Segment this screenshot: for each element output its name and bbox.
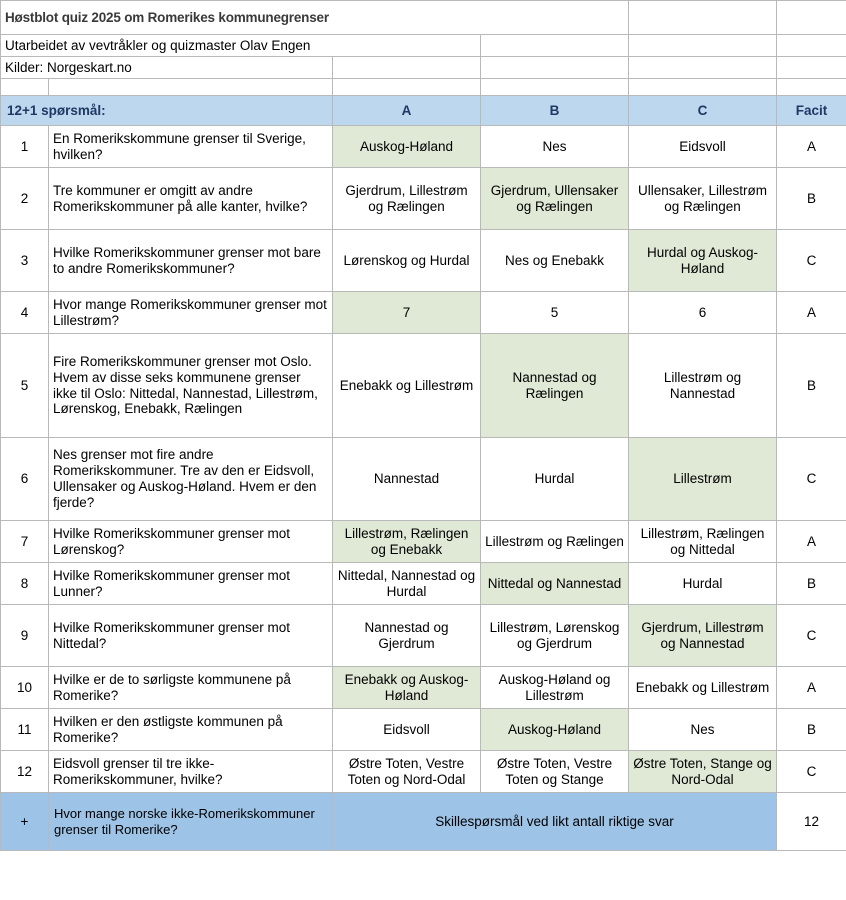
option-a[interactable]: Auskog-Høland: [333, 126, 481, 168]
title-filler-1: [629, 1, 777, 35]
row-number: 8: [1, 563, 49, 605]
subtitle-author: Utarbeidet av vevtråkler og quizmaster Olav Engen: [1, 35, 481, 57]
question-text: Hvilke er de to sørligste kommunene på Romerike?: [49, 667, 333, 709]
option-a[interactable]: Lørenskog og Hurdal: [333, 230, 481, 292]
option-a[interactable]: Nannestad og Gjerdrum: [333, 605, 481, 667]
page-title: Høstblot quiz 2025 om Romerikes kommunegrenser: [1, 1, 629, 35]
table-row: [1, 667, 846, 709]
option-c[interactable]: Eidsvoll: [629, 126, 777, 168]
question-text: Hvilke Romerikskommuner grenser mot bare to andre Romerikskommuner?: [49, 230, 333, 292]
question-text: Eidsvoll grenser til tre ikke-Romerikskommuner, hvilke?: [49, 751, 333, 793]
table-row: [1, 334, 846, 438]
title-filler-2: [777, 1, 846, 35]
question-text: Hvilke Romerikskommuner grenser mot Nittedal?: [49, 605, 333, 667]
subtitle2-filler-3: [629, 57, 777, 79]
option-c[interactable]: Nes: [629, 709, 777, 751]
facit-value: C: [777, 605, 846, 667]
facit-value: B: [777, 334, 846, 438]
subtitle1-filler-3: [777, 35, 846, 57]
option-a[interactable]: Østre Toten, Vestre Toten og Nord-Odal: [333, 751, 481, 793]
row-number: 3: [1, 230, 49, 292]
option-a[interactable]: Eidsvoll: [333, 709, 481, 751]
option-a[interactable]: Enebakk og Auskog-Høland: [333, 667, 481, 709]
spacer-cell-5: [629, 79, 777, 96]
table-row: [1, 438, 846, 521]
question-text: Hvilke Romerikskommuner grenser mot Lunner?: [49, 563, 333, 605]
facit-value: C: [777, 438, 846, 521]
tiebreak-question: Hvor mange norske ikke-Romerikskommuner grenser til Romerike?: [49, 793, 333, 851]
tiebreak-number: +: [1, 793, 49, 851]
question-text: Fire Romerikskommuner grenser mot Oslo. Hvem av disse seks kommunene grenser ikke til Oslo: Nittedal, Nannestad, Lillestrøm, Lørenskog, Enebakk, Rælingen: [49, 334, 333, 438]
header-question-count: 12+1 spørsmål:: [1, 96, 333, 126]
table-row: [1, 605, 846, 667]
table-row: [1, 292, 846, 334]
header-col-b: B: [481, 96, 629, 126]
option-b[interactable]: Østre Toten, Vestre Toten og Stange: [481, 751, 629, 793]
option-c[interactable]: Hurdal og Auskog-Høland: [629, 230, 777, 292]
spacer-cell-4: [481, 79, 629, 96]
spacer-cell-6: [777, 79, 846, 96]
row-number: 4: [1, 292, 49, 334]
option-b[interactable]: Lillestrøm og Rælingen: [481, 521, 629, 563]
question-text: En Romerikskommune grenser til Sverige, hvilken?: [49, 126, 333, 168]
option-c[interactable]: Ullensaker, Lillestrøm og Rælingen: [629, 168, 777, 230]
header-col-a: A: [333, 96, 481, 126]
row-number: 11: [1, 709, 49, 751]
tiebreak-row: [1, 793, 846, 851]
table-row: [1, 230, 846, 292]
option-b[interactable]: 5: [481, 292, 629, 334]
table-row: [1, 126, 846, 168]
option-c[interactable]: Østre Toten, Stange og Nord-Odal: [629, 751, 777, 793]
question-text: Tre kommuner er omgitt av andre Romerikskommuner på alle kanter, hvilke?: [49, 168, 333, 230]
subtitle-sources: Kilder: Norgeskart.no: [1, 57, 333, 79]
option-b[interactable]: Auskog-Høland: [481, 709, 629, 751]
row-number: 6: [1, 438, 49, 521]
spacer-cell-3: [333, 79, 481, 96]
option-a[interactable]: Lillestrøm, Rælingen og Enebakk: [333, 521, 481, 563]
subtitle2-filler-1: [333, 57, 481, 79]
table-row: [1, 751, 846, 793]
option-c[interactable]: Gjerdrum, Lillestrøm og Nannestad: [629, 605, 777, 667]
option-c[interactable]: Enebakk og Lillestrøm: [629, 667, 777, 709]
option-c[interactable]: Lillestrøm og Nannestad: [629, 334, 777, 438]
option-b[interactable]: Nittedal og Nannestad: [481, 563, 629, 605]
tiebreak-answer: 12: [777, 793, 846, 851]
option-b[interactable]: Hurdal: [481, 438, 629, 521]
facit-value: A: [777, 126, 846, 168]
subtitle-row-1: [1, 35, 846, 57]
title-row: [1, 1, 846, 35]
option-c[interactable]: Hurdal: [629, 563, 777, 605]
option-a[interactable]: Enebakk og Lillestrøm: [333, 334, 481, 438]
row-number: 9: [1, 605, 49, 667]
subtitle2-filler-2: [481, 57, 629, 79]
row-number: 10: [1, 667, 49, 709]
facit-value: A: [777, 292, 846, 334]
facit-value: A: [777, 521, 846, 563]
subtitle1-filler-2: [629, 35, 777, 57]
table-row: [1, 709, 846, 751]
facit-value: A: [777, 667, 846, 709]
row-number: 1: [1, 126, 49, 168]
header-col-facit: Facit: [777, 96, 846, 126]
option-b[interactable]: Nes: [481, 126, 629, 168]
option-a[interactable]: Nannestad: [333, 438, 481, 521]
option-b[interactable]: Lillestrøm, Lørenskog og Gjerdrum: [481, 605, 629, 667]
facit-value: B: [777, 168, 846, 230]
header-col-c: C: [629, 96, 777, 126]
question-text: Hvilke Romerikskommuner grenser mot Lørenskog?: [49, 521, 333, 563]
table-header-row: [1, 96, 846, 126]
option-a[interactable]: 7: [333, 292, 481, 334]
facit-value: B: [777, 709, 846, 751]
question-text: Nes grenser mot fire andre Romerikskommuner. Tre av den er Eidsvoll, Ullensaker og Auskog-Høland. Hvem er den fjerde?: [49, 438, 333, 521]
option-a[interactable]: Gjerdrum, Lillestrøm og Rælingen: [333, 168, 481, 230]
subtitle-row-2: [1, 57, 846, 79]
row-number: 12: [1, 751, 49, 793]
subtitle1-filler-1: [481, 35, 629, 57]
option-c[interactable]: Lillestrøm, Rælingen og Nittedal: [629, 521, 777, 563]
row-number: 2: [1, 168, 49, 230]
table-row: [1, 563, 846, 605]
question-text: Hvor mange Romerikskommuner grenser mot Lillestrøm?: [49, 292, 333, 334]
option-b[interactable]: Gjerdrum, Ullensaker og Rælingen: [481, 168, 629, 230]
subtitle2-filler-4: [777, 57, 846, 79]
tiebreak-note: Skillespørsmål ved likt antall riktige svar: [333, 793, 777, 851]
option-c[interactable]: 6: [629, 292, 777, 334]
table-row: [1, 168, 846, 230]
question-text: Hvilken er den østligste kommunen på Romerike?: [49, 709, 333, 751]
row-number: 7: [1, 521, 49, 563]
facit-value: C: [777, 751, 846, 793]
facit-value: C: [777, 230, 846, 292]
spacer-cell-1: [1, 79, 49, 96]
option-c[interactable]: Lillestrøm: [629, 438, 777, 521]
option-b[interactable]: Auskog-Høland og Lillestrøm: [481, 667, 629, 709]
table-row: [1, 521, 846, 563]
spacer-cell-2: [49, 79, 333, 96]
facit-value: B: [777, 563, 846, 605]
option-a[interactable]: Nittedal, Nannestad og Hurdal: [333, 563, 481, 605]
spacer-row: [1, 79, 846, 96]
option-b[interactable]: Nes og Enebakk: [481, 230, 629, 292]
row-number: 5: [1, 334, 49, 438]
option-b[interactable]: Nannestad og Rælingen: [481, 334, 629, 438]
